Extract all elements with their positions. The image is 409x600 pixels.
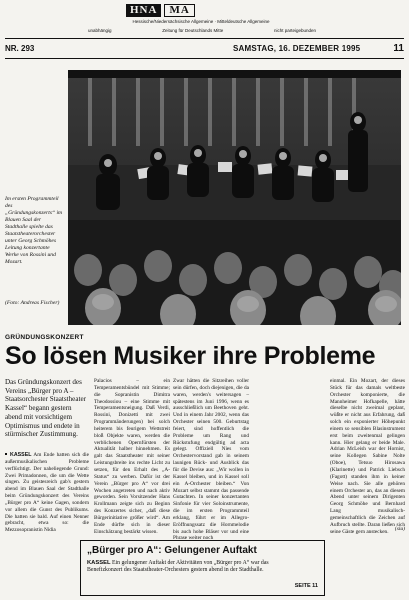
dateline: KASSEL xyxy=(10,452,32,458)
article-kicker: GRÜNDUNGSKONZERT xyxy=(5,334,84,341)
teaser-page-ref: SEITE 11 xyxy=(294,583,318,589)
page-header-bar xyxy=(5,44,404,56)
masthead-taglines xyxy=(88,28,316,34)
page-number: 11 xyxy=(393,43,404,54)
tag-left: unabhängig xyxy=(88,28,112,33)
teaser-text xyxy=(87,560,277,574)
article-column-3 xyxy=(173,378,249,542)
issue-date: SAMSTAG, 16. DEZEMBER 1995 xyxy=(233,44,361,53)
photo-credit: (Foto: Andreas Fischer) xyxy=(5,300,60,306)
column-1-text: Am Ende hatten sich die außermusikalischen Probleme verflüchtigt. Der naheliegende Grund: Zwei Primadonnen, die um die Wette singen. Zu geistesreich gab's gestern abend im Blauen Saal der Stadthalle beim Gründungskonzert des Vereins „Bürger pro A“ keine Gagen, sondern vor allem die Gunst des Publikums. Die hatten sie bald. Auf einen Nenner gebracht, etwa so: die Mezzosopranistin Nidia xyxy=(5,452,89,534)
photo-caption: Im ersten Programmteil des „Gründungskonzerts“ im Blauen Saal der Stadthalle spielte das Staatstheaterorchester unter Georg Schmöhes Leitung konzertante Werke von Rossini und Mozart. xyxy=(5,196,63,265)
issue-number: NR. 293 xyxy=(5,44,35,53)
teaser-dateline: KASSEL xyxy=(87,560,111,566)
teaser-box xyxy=(80,540,325,596)
newspaper-logo xyxy=(126,4,195,17)
article-column-2 xyxy=(94,378,170,535)
header-rule xyxy=(5,58,404,59)
column-4-text: einmal. Ein Mozart, der dieses Stück für das damals weltbeste Orchester komponierte, die Mannheimer Hofkapelle, hätte dieselbe nicht zweimal geplant, wüßte er nicht aus Erfahrung, daß solch ein exponierter Höhepunkt einem so sensiblen Blasinstrument erst beim zweitenmal gelingen kann. Hier gelang er beide Male. Adrian McLeish war der Hornist, seine Kollegen Sabine Nolte (Oboe), Tetsuo Hirosawa (Klarinette) und Patrick Liebsch (Fagott) standen ihm in keiner Weise nach. Sie alle gehören einem Orchester an, das an diesem Abend unter seinem Dirigenten Georg Schmöhe und Bernhard Lang musikalisch-gemeinschaftlich die Zeichen auf Aufbruch stellte. Daran ließen sich seine Gäste gern anstecken. xyxy=(330,378,405,535)
logo-ma: MA xyxy=(164,4,194,17)
tag-center: Zeitung für Deutschlands Mitte xyxy=(162,28,224,33)
article-column-1 xyxy=(5,452,89,534)
orchestra-photo-image xyxy=(68,70,401,325)
teaser-body: Ein gelungener Auftakt der Aktivitäten von „Bürger pro A“ war das Benefizkonzert des Staatstheater-Orchesters gestern abend in der Stadthalle. xyxy=(87,560,269,574)
orchestra-photo xyxy=(68,70,401,325)
article-lead: Das Gründungskonzert des Vereins „Bürger pro A – Staatsorchester Staatstheater Kassel“ begann gestern abend mit vorsichtigem Optimismus und endete in stürmischer Zustimmung. xyxy=(5,378,86,439)
bullet-icon xyxy=(5,453,7,455)
article-headline: So lösen Musiker ihre Probleme xyxy=(5,342,376,370)
column-2-text: Palacios – ein Temperamentsbündel mit Stimme; die Sopranistin Dimitra Theodossiou – eine Stimme mit Temperamentsneigung. Daß Verdi, Rossini, Donizetti mit zwei Programmänderungen) bei solch heiterem bis feurigem Wettstreit bloß Objekte waren, werden die verblichenen Opernfürsten der Aktualität halber hinnehmen. Es galt das Staatstheater mit seiner Leistungsbreite ins rechte Licht zu setzen, für den Erhalt des „A-Status“ zu werben. Dafür ist der Verein „Bürger pro A“ vor drei Wochen angetreten und nach aktiv geworden. Sein Vorsitzender Hans Krollmann zeigte sich zu Beginn des Konzertes sicher, „daß diese Bürgerinitiative größer wird“. Am Ende dürfte sich in dieser Einschätzung bestärkt wissen. xyxy=(94,378,170,535)
column-3-text: Zwar hätten die Sitzreihen voller sein dürfen, doch diejenigen, die da waren, werden's weitersagen – spätestens im Juni 1996, wenn es ausschließlich um Beethoven geht. Und in einem Jahr 2002, wenn das Orchester seinen 500. Geburtstag feiert, sind hoffentlich die Probleme um Rang und Rückstufung endgültig ad acta gelegt. Offiziell Nies vom Orchestervorstand gab in seinem launigen Rück- und Ausblick das für die Devise aus: „Wir wollen in Kassel bleiben, und in Kassel soll ein A-Orchester bleiben.“ Von Mozart selbst stammt das passende Gutachten. In seiner konzertanten Sinfonie für vier Soloinstrumente, die im ersten Programmteil erklang, führt er im Allegro-Eröffnungssatz die Hornmelodie bis auch hohe Bläser vor und eine Phrase weiter noch xyxy=(173,378,249,542)
logo-hna: HNA xyxy=(126,4,161,17)
article-column-4 xyxy=(330,378,405,535)
masthead-rule xyxy=(5,38,404,39)
publication-names: Hessische/Niedersächsische Allgemeine · Mitteldeutsche Allgemeine xyxy=(132,19,270,24)
author-initials: (siu) xyxy=(394,526,405,532)
tag-right: nicht parteigebunden xyxy=(273,28,316,33)
teaser-title: „Bürger pro A“: Gelungener Auftakt xyxy=(87,545,257,556)
masthead xyxy=(0,0,409,40)
